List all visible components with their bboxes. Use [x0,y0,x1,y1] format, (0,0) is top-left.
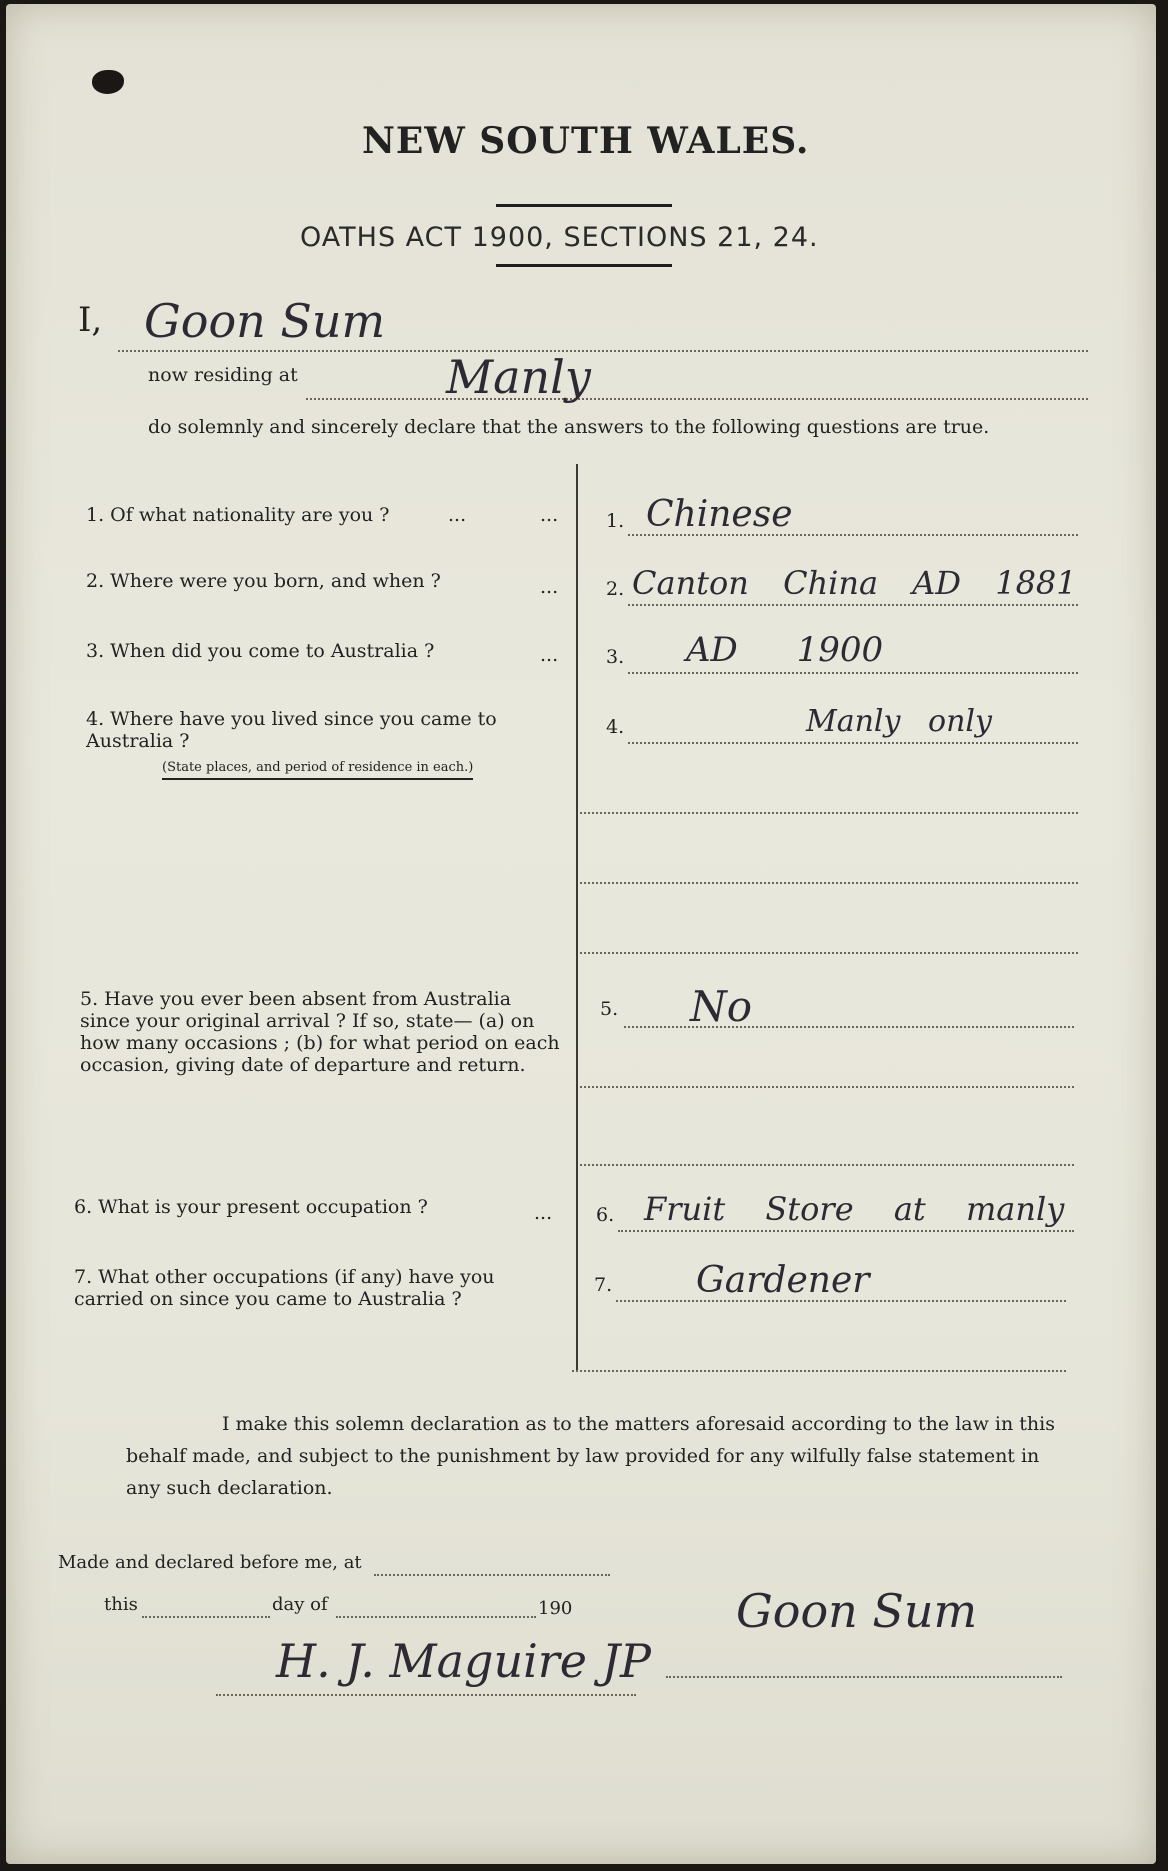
residence: Manly [446,350,591,404]
declarant-name: Goon Sum [144,294,386,348]
answer-6-line [618,1230,1074,1232]
answer-7-number: 7. [594,1274,613,1296]
heading-rule-bottom [496,264,672,267]
column-divider [576,464,578,1370]
question-6: 6. What is your present occupation ? [74,1196,428,1218]
question-3: 3. When did you come to Australia ? [86,640,435,662]
answer-6-number: 6. [596,1204,615,1226]
name-line [118,350,1088,352]
answer-4: Manly only [806,704,992,739]
answer-5-line-2 [580,1086,1074,1088]
residing-label: now residing at [148,364,298,386]
made-declared-label: Made and declared before me, at [58,1552,362,1573]
answer-4-line-3 [580,882,1078,884]
month-line [336,1616,536,1618]
this-day-line [142,1616,270,1618]
answer-2-number: 2. [606,578,625,600]
this-label: this [104,1594,138,1615]
declaration-form [6,4,1156,1864]
made-place-line [374,1574,610,1576]
answer-3-number: 3. [606,646,625,668]
answer-2: Canton China AD 1881 [632,564,1077,602]
residence-line [306,398,1088,400]
question-1-ellipsis: ... [540,504,559,526]
question-4: 4. Where have you lived since you came to Australia ? [86,708,497,752]
answer-5-number: 5. [600,998,619,1020]
answer-1: Chinese [646,494,793,535]
question-1-ellipsis-a: ... [448,504,467,526]
question-3-ellipsis: ... [540,644,559,666]
act-reference: OATHS ACT 1900, SECTIONS 21, 24. [300,222,819,253]
answer-1-number: 1. [606,510,625,532]
answer-5-line-3 [580,1164,1074,1166]
year-label: 190 [538,1598,573,1619]
answer-2-line [628,604,1078,606]
witness-signature-line [216,1694,636,1696]
punch-hole [92,70,124,94]
form-heading: NEW SOUTH WALES. [362,120,810,162]
question-5: 5. Have you ever been absent from Australia since your original arrival ? If so, state— (a) on how many occasions ; (b) for what period on each occasion, giving date of departure and return. [80,988,560,1076]
answer-4-number: 4. [606,716,625,738]
answer-4-line-4 [580,952,1078,954]
day-of-label: day of [272,1594,328,1615]
declarant-prefix: I, [78,300,103,340]
question-6-ellipsis: ... [534,1202,553,1224]
witness-signature: H. J. Maguire JP [276,1634,652,1688]
answer-4-line [628,742,1078,744]
answer-4-line-2 [580,812,1078,814]
declarant-signature-line [666,1676,1062,1678]
question-2-ellipsis: ... [540,576,559,598]
question-7: 7. What other occupations (if any) have you carried on since you came to Australia ? [74,1266,495,1310]
answer-5: No [690,982,753,1031]
answer-6: Fruit Store at manly [644,1190,1065,1228]
declaration-statement: do solemnly and sincerely declare that the answers to the following questions are true. [148,416,990,438]
heading-rule-top [496,204,672,207]
question-4-note: (State places, and period of residence in each.) [162,760,473,780]
question-1: 1. Of what nationality are you ? [86,504,390,526]
declarant-signature: Goon Sum [736,1584,978,1638]
answer-3: AD 1900 [686,630,884,670]
closing-declaration: I make this solemn declaration as to the matters aforesaid according to the law in this behalf made, and subject to the punishment by law provided for any wilfully false statement in any such declaration. [126,1413,1055,1499]
question-2: 2. Where were you born, and when ? [86,570,441,592]
answer-3-line [628,672,1078,674]
answer-7-line-2 [572,1370,1066,1372]
answer-7: Gardener [696,1260,870,1301]
